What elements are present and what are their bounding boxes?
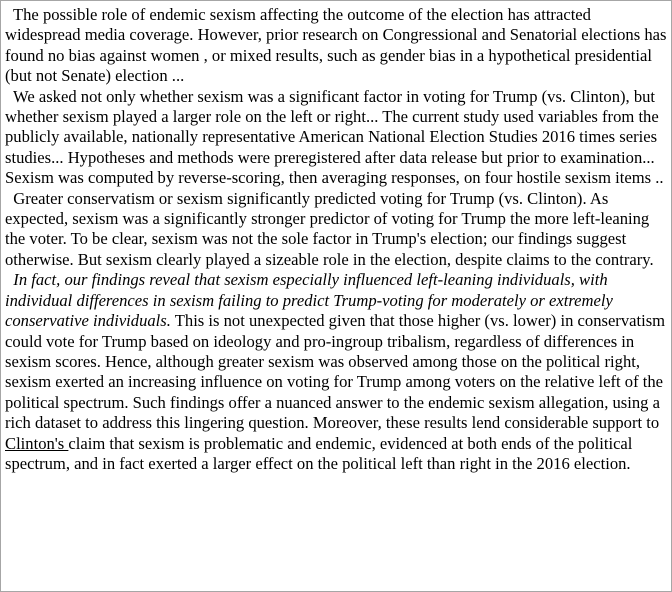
paragraph-2-text: We asked not only whether sexism was a significant factor in voting for Trump (vs. Clinton), but whether sexism played a larger role on the left or right... The current study used variables from the publicly available, nationally representative American National Election Studies 2016 times series studies... Hypotheses and methods were preregistered after data release but prior to examination... Sexism was computed by reverse-scoring, then averaging responses, on four hostile sexism items .. xyxy=(5,86,664,188)
paragraph-4 xyxy=(5,270,669,474)
paragraph-4-text-after-link: claim that sexism is problematic and endemic, evidenced at both ends of the political spectrum, and in fact exerted a larger effect on the political left than right in the 2016 election. xyxy=(5,433,633,473)
paragraph-1-text: The possible role of endemic sexism affecting the outcome of the election has attracted widespread media coverage. However, prior research on Congressional and Senatorial elections has found no bias against women , or mixed results, such as gender bias in a hypothetical presidential (but not Senate) election ... xyxy=(5,5,667,86)
paragraph-3 xyxy=(5,189,669,271)
paragraph-2 xyxy=(5,87,669,189)
paragraph-3-text: Greater conservatism or sexism significantly predicted voting for Trump (vs. Clinton). As expected, sexism was a significantly stronger predictor of voting for Trump the more left-leaning the voter. To be clear, sexism was not the sole factor in Trump's election; our findings suggest otherwise. But sexism clearly played a sizeable role in the election, despite claims to the contrary. xyxy=(5,188,654,269)
paragraph-4-italic-text: In fact, our findings reveal that sexism especially influenced left-leaning individuals, with individual differences in sexism failing to predict Trump-voting for moderately or extremely conservative individuals. xyxy=(5,270,613,331)
clinton-link[interactable]: Clinton's xyxy=(5,433,69,453)
paragraph-4-text-before-link: This is not unexpected given that those higher (vs. lower) in conservatism could vote for Trump based on ideology and pro-ingroup tribalism, regardless of differences in sexism scores. Hence, although greater sexism was observed among those on the political right, sexism exerted an increasing influence on voting for Trump among voters on the relative left of the political spectrum. Such findings offer a nuanced answer to the endemic sexism allegation, using a rich dataset to address this lingering question. Moreover, these results lend considerable support to xyxy=(5,311,666,433)
paragraph-2-indent xyxy=(5,87,13,106)
excerpt-text xyxy=(5,5,669,474)
paragraph-1 xyxy=(5,5,669,87)
paragraph-1-indent xyxy=(5,5,13,24)
